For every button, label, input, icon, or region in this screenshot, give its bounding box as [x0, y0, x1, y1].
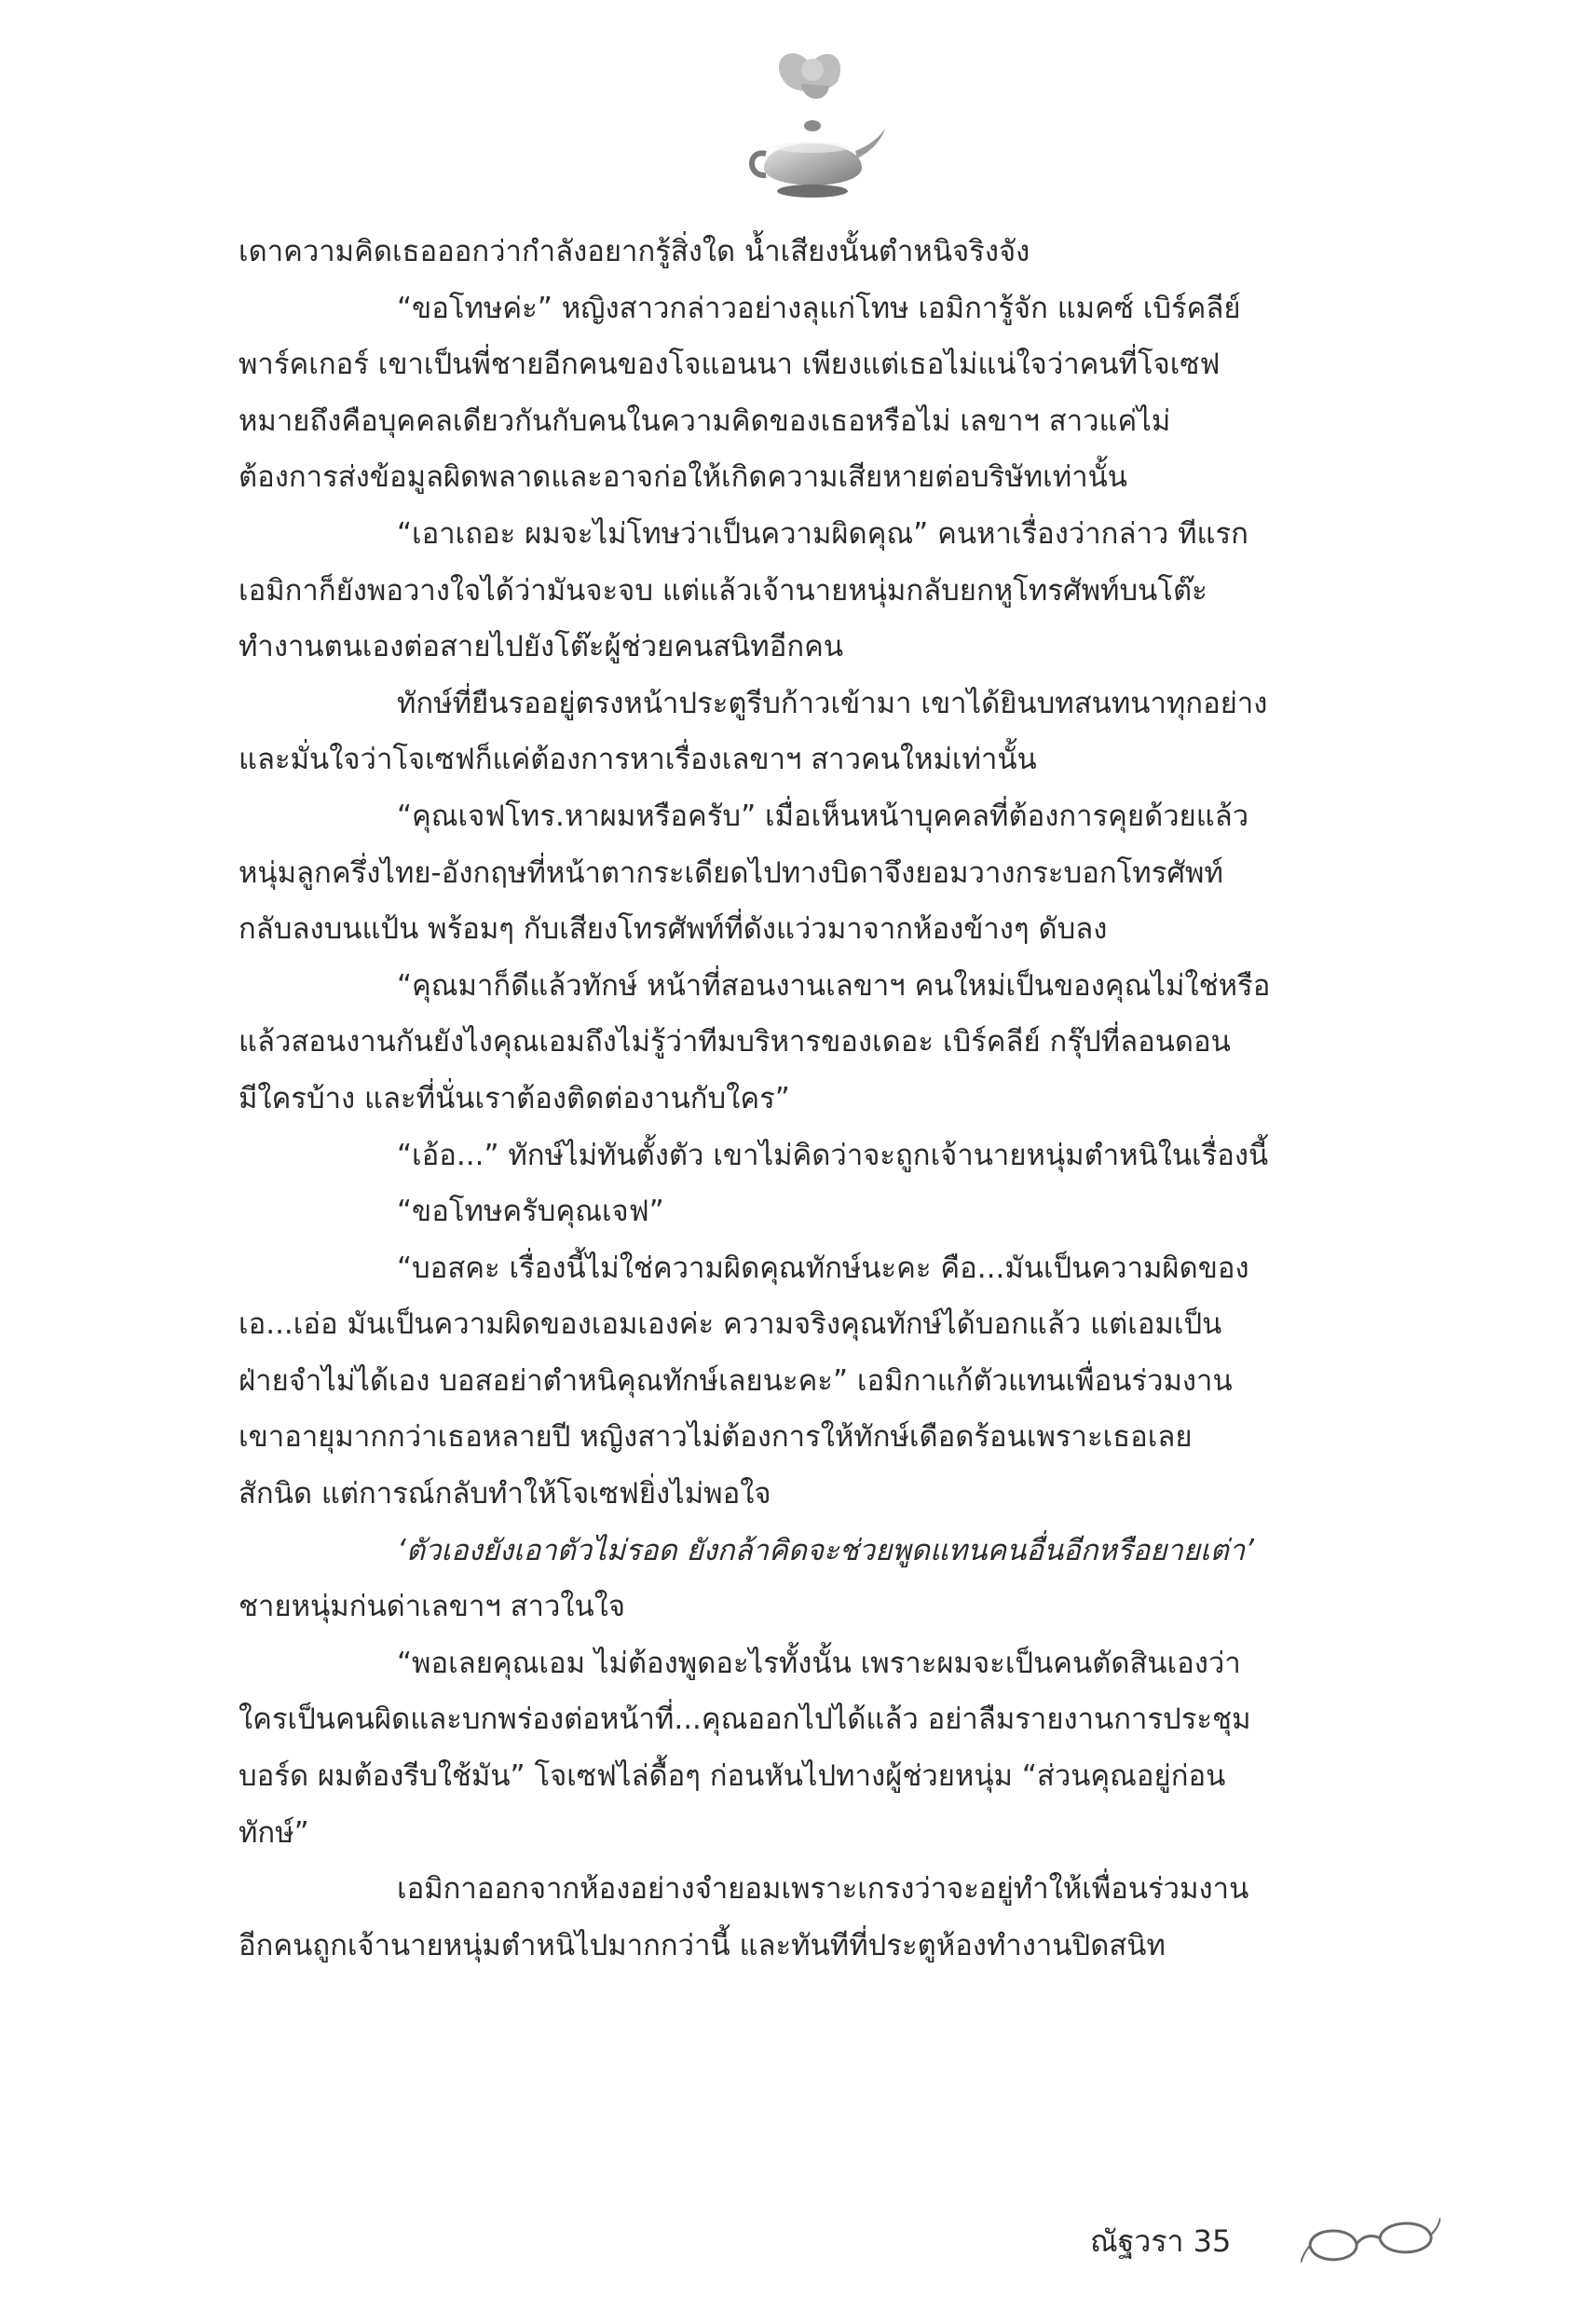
text-line: บอร์ด ผมต้องรีบใช้มัน” โจเซฟไล่ดื้อๆ ก่อนหันไปทางผู้ช่วยหนุ่ม “ส่วนคุณอยู่ก่อน [239, 1759, 1226, 1794]
text-line: เดาความคิดเธอออกว่ากำลังอยากรู้สิ่งใด น้ำเสียงนั้นตำหนิจริงจัง [239, 235, 1030, 268]
text-line: “คุณมาก็ดีแล้วทักษ์ หน้าที่สอนงานเลขาฯ คนใหม่เป็นของคุณไม่ใช่หรือ [397, 968, 1271, 1003]
text-line: พาร์คเกอร์ เขาเป็นพี่ชายอีกคนของโจแอนนา เพียงแต่เธอไม่แน่ใจว่าคนที่โจเซฟ [239, 348, 1221, 382]
eyeglasses-icon [1301, 2208, 1440, 2274]
cherub-teapot-ornament-icon [745, 37, 885, 224]
text-line: เอมิกาก็ยังพอวางใจได้ว่ามันจะจบ แต่แล้วเจ้านายหนุ่มกลับยกหูโทรศัพท์บนโต๊ะ [239, 573, 1207, 608]
text-line: “บอสคะ เรื่องนี้ไม่ใช่ความผิดคุณทักษ์นะคะ คือ...มันเป็นความผิดของ [397, 1251, 1249, 1285]
text-line: “ขอโทษครับคุณเจฟ” [397, 1195, 664, 1229]
text-line: เขาอายุมากกว่าเธอหลายปี หญิงสาวไม่ต้องการให้ทักษ์เดือดร้อนเพราะเธอเลย [239, 1420, 1193, 1455]
text-line: อีกคนถูกเจ้านายหนุ่มตำหนิไปมากกว่านี้ และทันทีที่ประตูห้องทำงานปิดสนิท [239, 1928, 1166, 1962]
text-line: เอ...เอ่อ มันเป็นความผิดของเอมเองค่ะ ความจริงคุณทักษ์ได้บอกแล้ว แต่เอมเป็น [239, 1307, 1222, 1342]
text-line: “ขอโทษค่ะ” หญิงสาวกล่าวอย่างลุแก่โทษ เอมิการู้จัก แมคซ์ เบิร์คลีย์ [397, 291, 1241, 325]
text-line: แล้วสอนงานกันยังไงคุณเอมถึงไม่รู้ว่าทีมบริหารของเดอะ เบิร์คลีย์ กรุ๊ปที่ลอนดอน [239, 1025, 1231, 1060]
text-line: หมายถึงคือบุคคลเดียวกันกับคนในความคิดของเธอหรือไม่ เลขาฯ สาวแค่ไม่ [239, 403, 1171, 438]
text-line: “เอาเถอะ ผมจะไม่โทษว่าเป็นความผิดคุณ” คนหาเรื่องว่ากล่าว ทีแรก [397, 516, 1248, 551]
text-line: “เอ้อ...” ทักษ์ไม่ทันตั้งตัว เขาไม่คิดว่าจะถูกเจ้านายหนุ่มตำหนิในเรื่องนี้ [397, 1138, 1269, 1172]
text-line: ใครเป็นคนผิดและบกพร่องต่อหน้าที่...คุณออกไปได้แล้ว อย่าลืมรายงานการประชุม [239, 1702, 1251, 1737]
page-footer [1090, 2208, 1463, 2274]
text-line: สักนิด แต่การณ์กลับทำให้โจเซฟยิ่งไม่พอใจ [239, 1477, 771, 1511]
text-line: “พอเลยคุณเอม ไม่ต้องพูดอะไรทั้งนั้น เพราะผมจะเป็นคนตัดสินเองว่า [397, 1646, 1241, 1680]
text-line: หนุ่มลูกครึ่งไทย-อังกฤษที่หน้าตากระเดียดไปทางบิดาจึงยอมวางกระบอกโทรศัพท์ [239, 855, 1223, 890]
text-line: ทักษ์” [239, 1815, 309, 1850]
text-line: เอมิกาออกจากห้องอย่างจำยอมเพราะเกรงว่าจะอยู่ทำให้เพื่อนร่วมงาน [397, 1872, 1249, 1907]
text-line: ทักษ์ที่ยืนรออยู่ตรงหน้าประตูรีบก้าวเข้ามา เขาได้ยินบทสนทนาทุกอย่าง [397, 686, 1268, 720]
body-text [239, 224, 1403, 1974]
text-line: “คุณเจฟโทร.หาผมหรือครับ” เมื่อเห็นหน้าบุคคลที่ต้องการคุยด้วยแล้ว [397, 799, 1249, 833]
text-line: มีใครบ้าง และที่นั่นเราต้องติดต่องานกับใคร” [239, 1081, 790, 1115]
text-line-italic: ‘ตัวเองยังเอาตัวไม่รอด ยังกล้าคิดจะช่วยพูดแทนคนอื่นอีกหรือยายเต่า’ [397, 1533, 1254, 1567]
text-line: ทำงานตนเองต่อสายไปยังโต๊ะผู้ช่วยคนสนิทอีกคน [239, 630, 844, 664]
text-line: ต้องการส่งข้อมูลผิดพลาดและอาจก่อให้เกิดความเสียหายต่อบริษัทเท่านั้น [239, 460, 1127, 495]
text-line: ชายหนุ่มก่นด่าเลขาฯ สาวในใจ [239, 1590, 625, 1624]
text-line: กลับลงบนแป้น พร้อมๆ กับเสียงโทรศัพท์ที่ดังแว่วมาจากห้องข้างๆ ดับลง [239, 912, 1108, 947]
footer-author-page: ณัฐวรา 35 [1090, 2223, 1232, 2259]
text-line: ฝ่ายจำไม่ได้เอง บอสอย่าตำหนิคุณทักษ์เลยนะคะ” เอมิกาแก้ตัวแทนเพื่อนร่วมงาน [239, 1363, 1233, 1398]
text-line: และมั่นใจว่าโจเซฟก็แค่ต้องการหาเรื่องเลขาฯ สาวคนใหม่เท่านั้น [239, 743, 1037, 777]
